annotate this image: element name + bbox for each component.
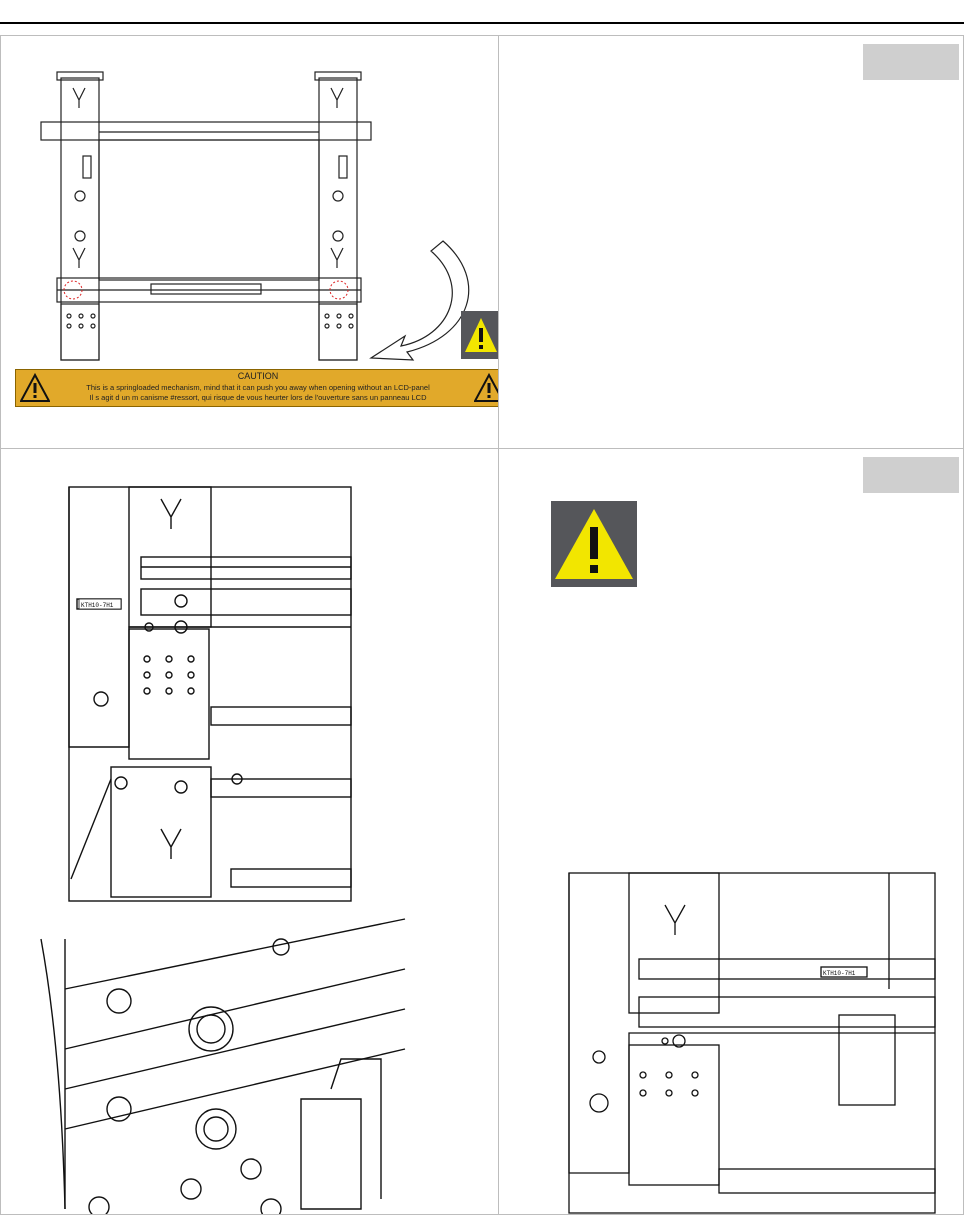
step-text-area-2 <box>498 448 964 1215</box>
label-tag-a: KTH10-7H1 <box>81 602 114 609</box>
caution-text-english: This is a springloaded mechanism, mind that it can push you away when opening without an LCD-panel <box>86 383 430 392</box>
caution-label <box>15 369 499 407</box>
figure-frame-overview <box>0 35 499 449</box>
warning-triangle-icon <box>461 311 499 359</box>
warning-triangle-icon <box>551 501 637 587</box>
caution-text-french: Il s agit d un m canisme #ressort, qui risque de vous heurter lors de l'ouverture sans un panneau LCD <box>89 393 427 402</box>
caution-title: CAUTION <box>237 371 279 381</box>
warning-triangle-icon <box>474 373 499 403</box>
frame-detail-drawing-right <box>499 449 964 1215</box>
figure-detail-left <box>0 448 499 1215</box>
header-rule <box>0 22 964 24</box>
label-tag-b: KTH10-7H1 <box>823 970 856 977</box>
frame-detail-drawings <box>1 449 499 1215</box>
step-number-tag <box>863 44 959 80</box>
curved-arrow-icon <box>371 241 469 360</box>
step-text-area-1 <box>498 35 964 449</box>
